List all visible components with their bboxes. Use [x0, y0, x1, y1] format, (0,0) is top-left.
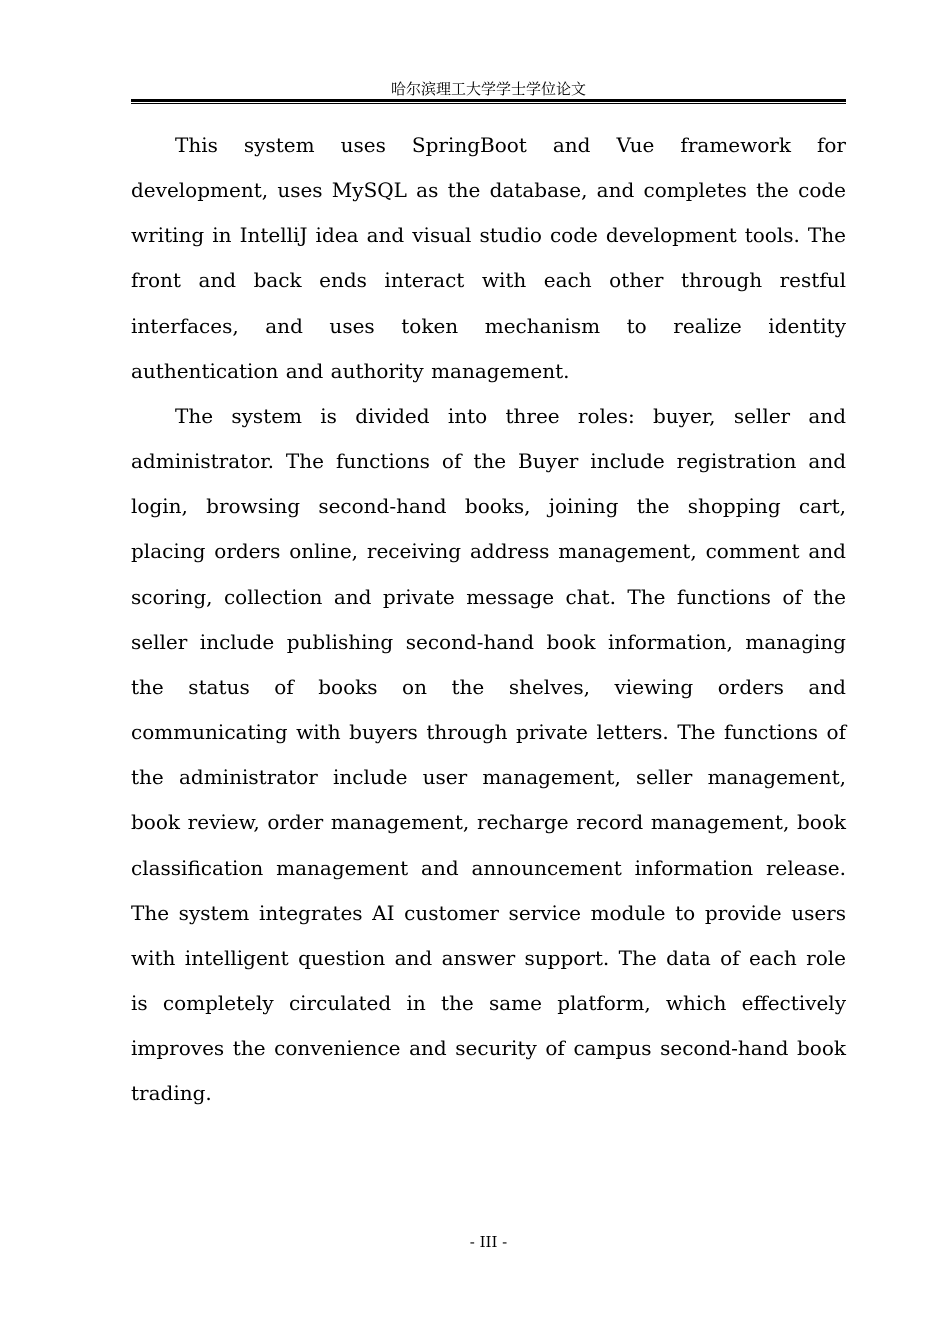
- page-number: - III -: [469, 1233, 508, 1251]
- page-footer: [131, 1230, 846, 1254]
- header-rule-thick: [131, 99, 846, 102]
- header-rule-thin: [131, 103, 846, 104]
- abstract-body: [131, 123, 846, 1116]
- thesis-running-title: 哈尔滨理工大学学士学位论文: [390, 80, 586, 98]
- page-header: [131, 78, 846, 100]
- paragraph-2: The system is divided into three roles: buyer, seller and administrator. The functions of the Buyer include registration and login, browsing second-hand books, joining the shopping cart, placing orders online, receiving address management, comment and scoring, collection and private message chat. The functions of the seller include publishing second-hand book information, managing the status of books on the shelves, viewing orders and communicating with buyers through private letters. The functions of the administrator include user management, seller management, book review, order management, recharge record management, book classification management and announcement information release. The system integrates AI customer service module to provide users with intelligent question and answer support. The data of each role is completely circulated in the same platform, which effectively improves the convenience and security of campus second-hand book trading.: [131, 403, 846, 1106]
- paragraph-1: This system uses SpringBoot and Vue framework for development, uses MySQL as the database, and completes the code writing in IntelliJ idea and visual studio code development tools. The front and back ends interact with each other through restful interfaces, and uses token mechanism to realize identity authentication and authority management.: [131, 133, 846, 383]
